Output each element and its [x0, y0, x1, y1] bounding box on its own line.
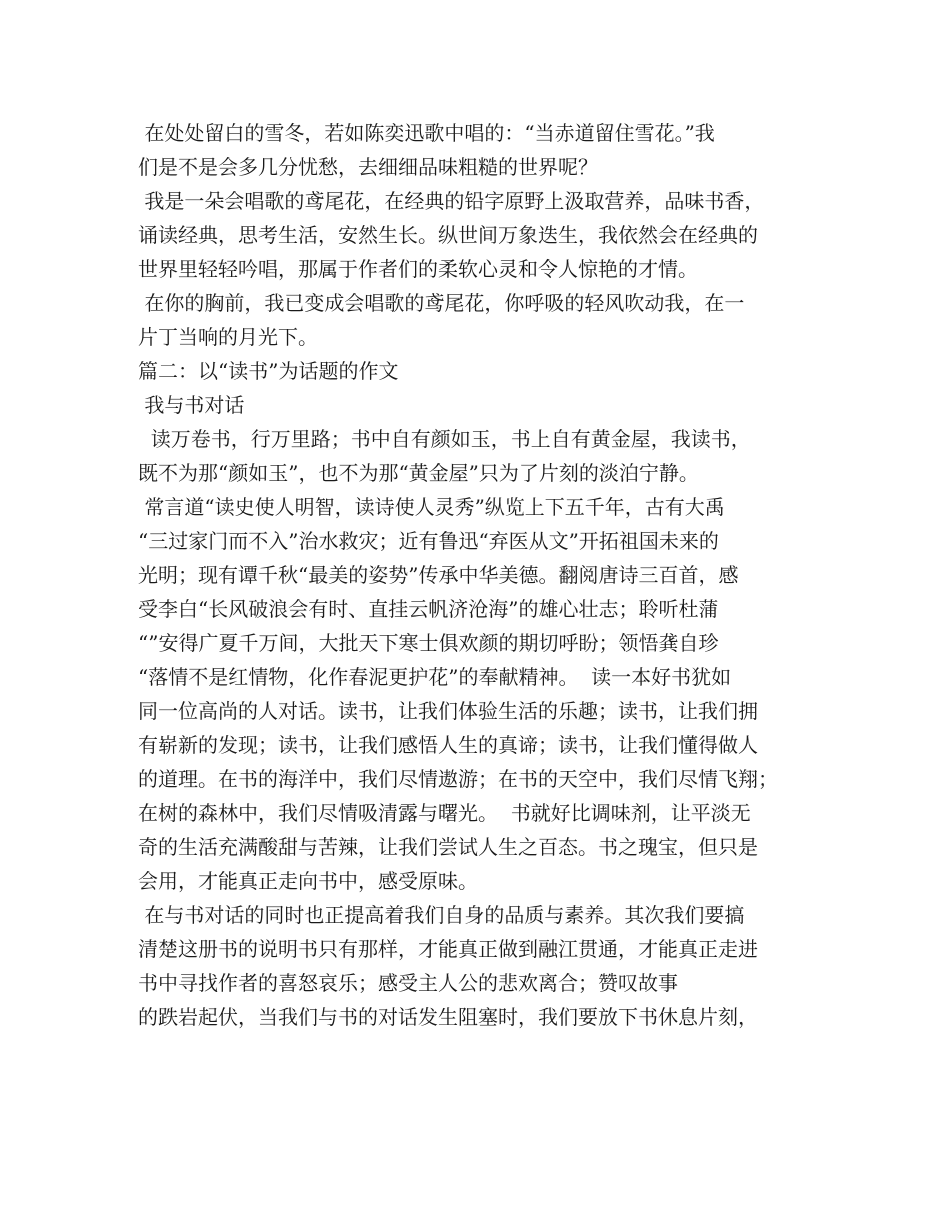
- section-heading: 篇二：以“读书”为话题的作文: [138, 359, 399, 383]
- text-line: 在你的胸前，我已变成会唱歌的鸢尾花，你呼吸的轻风吹动我，在一: [138, 291, 745, 315]
- text-line: 在树的森林中，我们尽情吸清露与曙光。 书就好比调味剂，让平淡无: [138, 801, 751, 825]
- text-line: 们是不是会多几分忧愁，去细细品味粗糙的世界呢？: [138, 155, 598, 179]
- text-line: 我是一朵会唱歌的鸢尾花，在经典的铅字原野上汲取营养，品味书香，: [138, 189, 765, 213]
- text-line: 受李白“长风破浪会有时、直挂云帆济沧海”的雄心壮志；聆听杜蒲: [138, 597, 719, 621]
- text-line: 在与书对话的同时也正提高着我们自身的品质与素养。其次我们要搞: [138, 903, 745, 927]
- text-line: 同一位高尚的人对话。读书，让我们体验生活的乐趣；读书，让我们拥: [138, 699, 758, 723]
- text-line: 片丁当响的月光下。: [138, 325, 318, 349]
- text-line: 有崭新的发现；读书，让我们感悟人生的真谛；读书，让我们懂得做人: [138, 733, 758, 757]
- text-line: 奇的生活充满酸甜与苦辣，让我们尝试人生之百态。书之瑰宝，但只是: [138, 835, 758, 859]
- document-body: [138, 116, 838, 1034]
- text-line: 清楚这册书的说明书只有那样，才能真正做到融江贯通，才能真正走进: [138, 937, 758, 961]
- text-line: 常言道“读史使人明智，读诗使人灵秀”纵览上下五千年，古有大禹: [138, 495, 725, 519]
- text-line: 光明；现有谭千秋“最美的姿势”传承中华美德。翻阅唐诗三百首，感: [138, 563, 739, 587]
- text-line: 既不为那“颜如玉”，也不为那“黄金屋”只为了片刻的淡泊宁静。: [138, 461, 699, 485]
- text-line: “”安得广夏千万间，大批天下寒士俱欢颜的期切呼盼；领悟龚自珍: [138, 631, 719, 655]
- text-line: 的跌岩起伏，当我们与书的对话发生阻塞时，我们要放下书休息片刻，: [138, 1005, 758, 1029]
- text-line: 诵读经典，思考生活，安然生长。纵世间万象迭生，我依然会在经典的: [138, 223, 758, 247]
- essay-title: 我与书对话: [138, 393, 245, 417]
- text-line: 会用，才能真正走向书中，感受原味。: [138, 869, 478, 893]
- text-line: 在处处留白的雪冬，若如陈奕迅歌中唱的：“当赤道留住雪花。”我: [138, 121, 715, 145]
- text-line: 世界里轻轻吟唱，那属于作者们的柔软心灵和令人惊艳的才情。: [138, 257, 698, 281]
- text-line: “落情不是红情物，化作春泥更护花”的奉献精神。 读一本好书犹如: [138, 665, 732, 689]
- text-line: 的道理。在书的海洋中，我们尽情遨游；在书的天空中，我们尽情飞翔；: [138, 767, 778, 791]
- text-line: 书中寻找作者的喜怒哀乐；感受主人公的悲欢离合；赞叹故事: [138, 971, 678, 995]
- text-line: 读万卷书，行万里路；书中自有颜如玉，书上自有黄金屋，我读书，: [138, 427, 751, 451]
- text-line: “三过家门而不入”治水救灾；近有鲁迅“弃医从文”开拓祖国未来的: [138, 529, 719, 553]
